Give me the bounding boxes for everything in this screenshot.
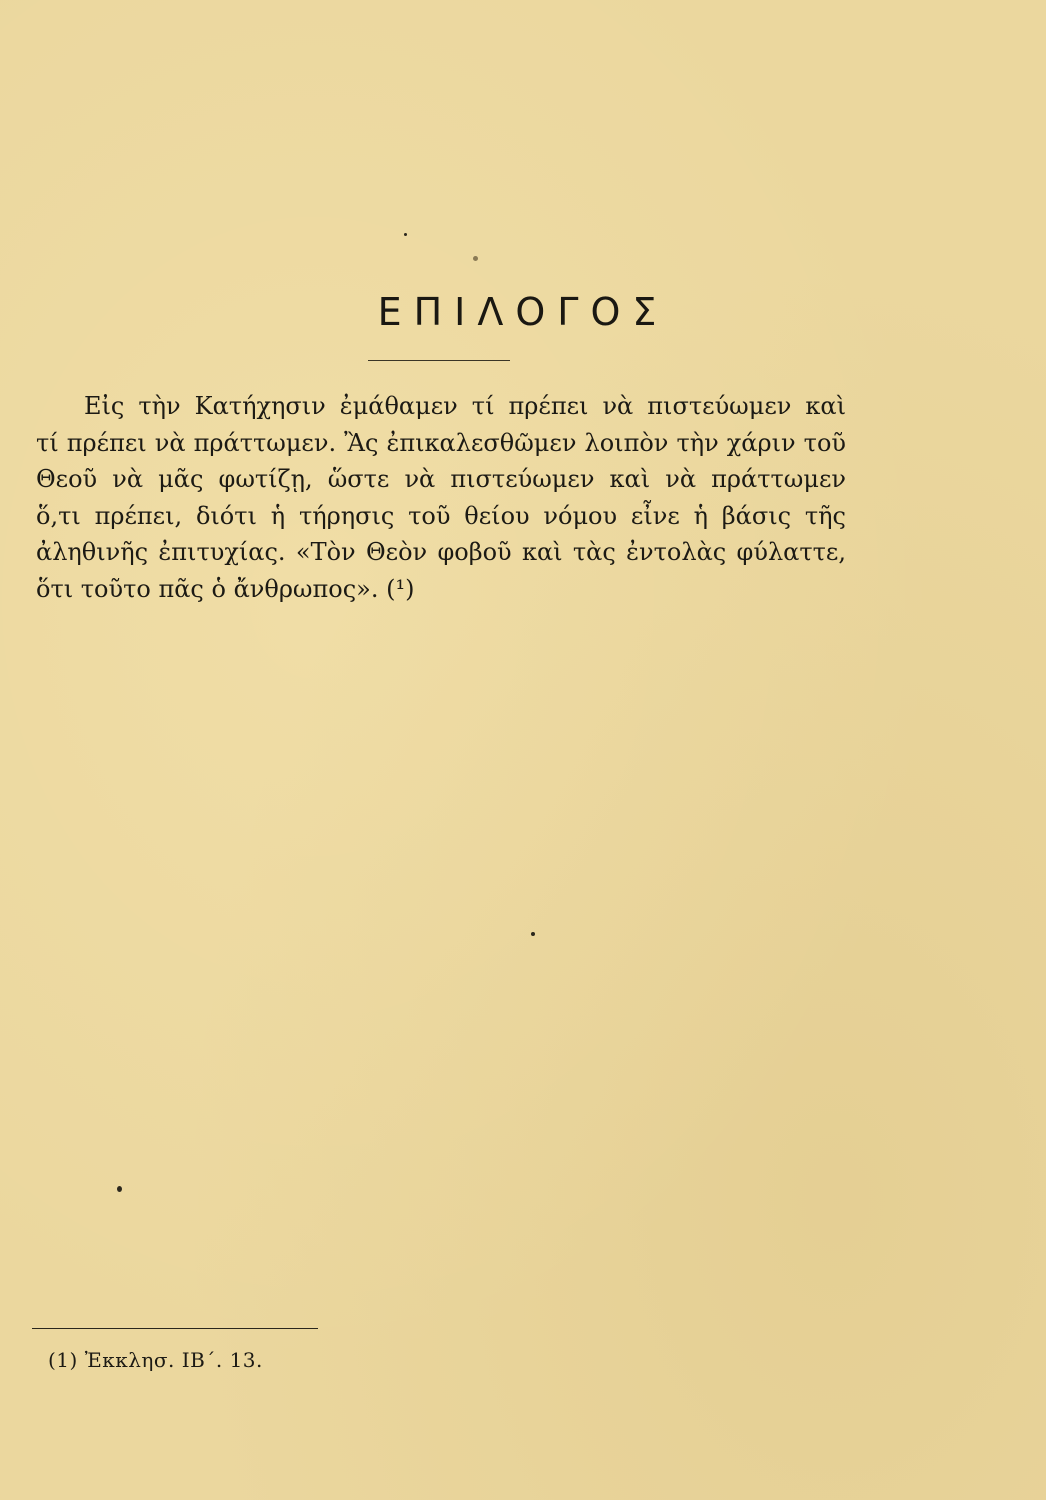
paragraph-line: ὅτι τοῦτο πᾶς ὁ ἄνθρωπος». (¹) bbox=[36, 574, 415, 603]
paragraph-line: Εἰς τὴν Κατήχησιν ἐμάθαμεν τί πρέπει νὰ πιστεύωμεν καὶ bbox=[84, 392, 846, 420]
paragraph-line: τί πρέπει νὰ πράττωμεν. Ἂς ἐπικαλεσθῶμεν λοιπὸν τὴν χάριν τοῦ bbox=[36, 428, 846, 457]
footnote: (1) Ἐκκλησ. ΙΒ΄. 13. bbox=[48, 1348, 263, 1372]
title-divider bbox=[368, 360, 510, 361]
paragraph-line: Θεοῦ νὰ μᾶς φωτίζῃ, ὥστε νὰ πιστεύωμεν καὶ νὰ πράττωμεν bbox=[36, 465, 846, 493]
paragraph-line: ὅ,τι πρέπει, διότι ἡ τήρησις τοῦ θείου νόμου εἶνε ἡ βάσις τῆς bbox=[36, 501, 846, 530]
ink-speck bbox=[117, 1186, 122, 1192]
epilogue-paragraph bbox=[36, 388, 846, 607]
paragraph-line: ἀληθινῆς ἐπιτυχίας. «Τὸν Θεὸν φοβοῦ καὶ τὰς ἐντολὰς φύλαττε, bbox=[36, 538, 846, 566]
ink-speck bbox=[404, 233, 407, 236]
page-title: ΕΠΙΛΟΓΟΣ bbox=[377, 290, 669, 334]
ink-speck bbox=[531, 932, 535, 936]
ink-speck bbox=[473, 256, 478, 261]
footnote-divider bbox=[32, 1328, 318, 1329]
